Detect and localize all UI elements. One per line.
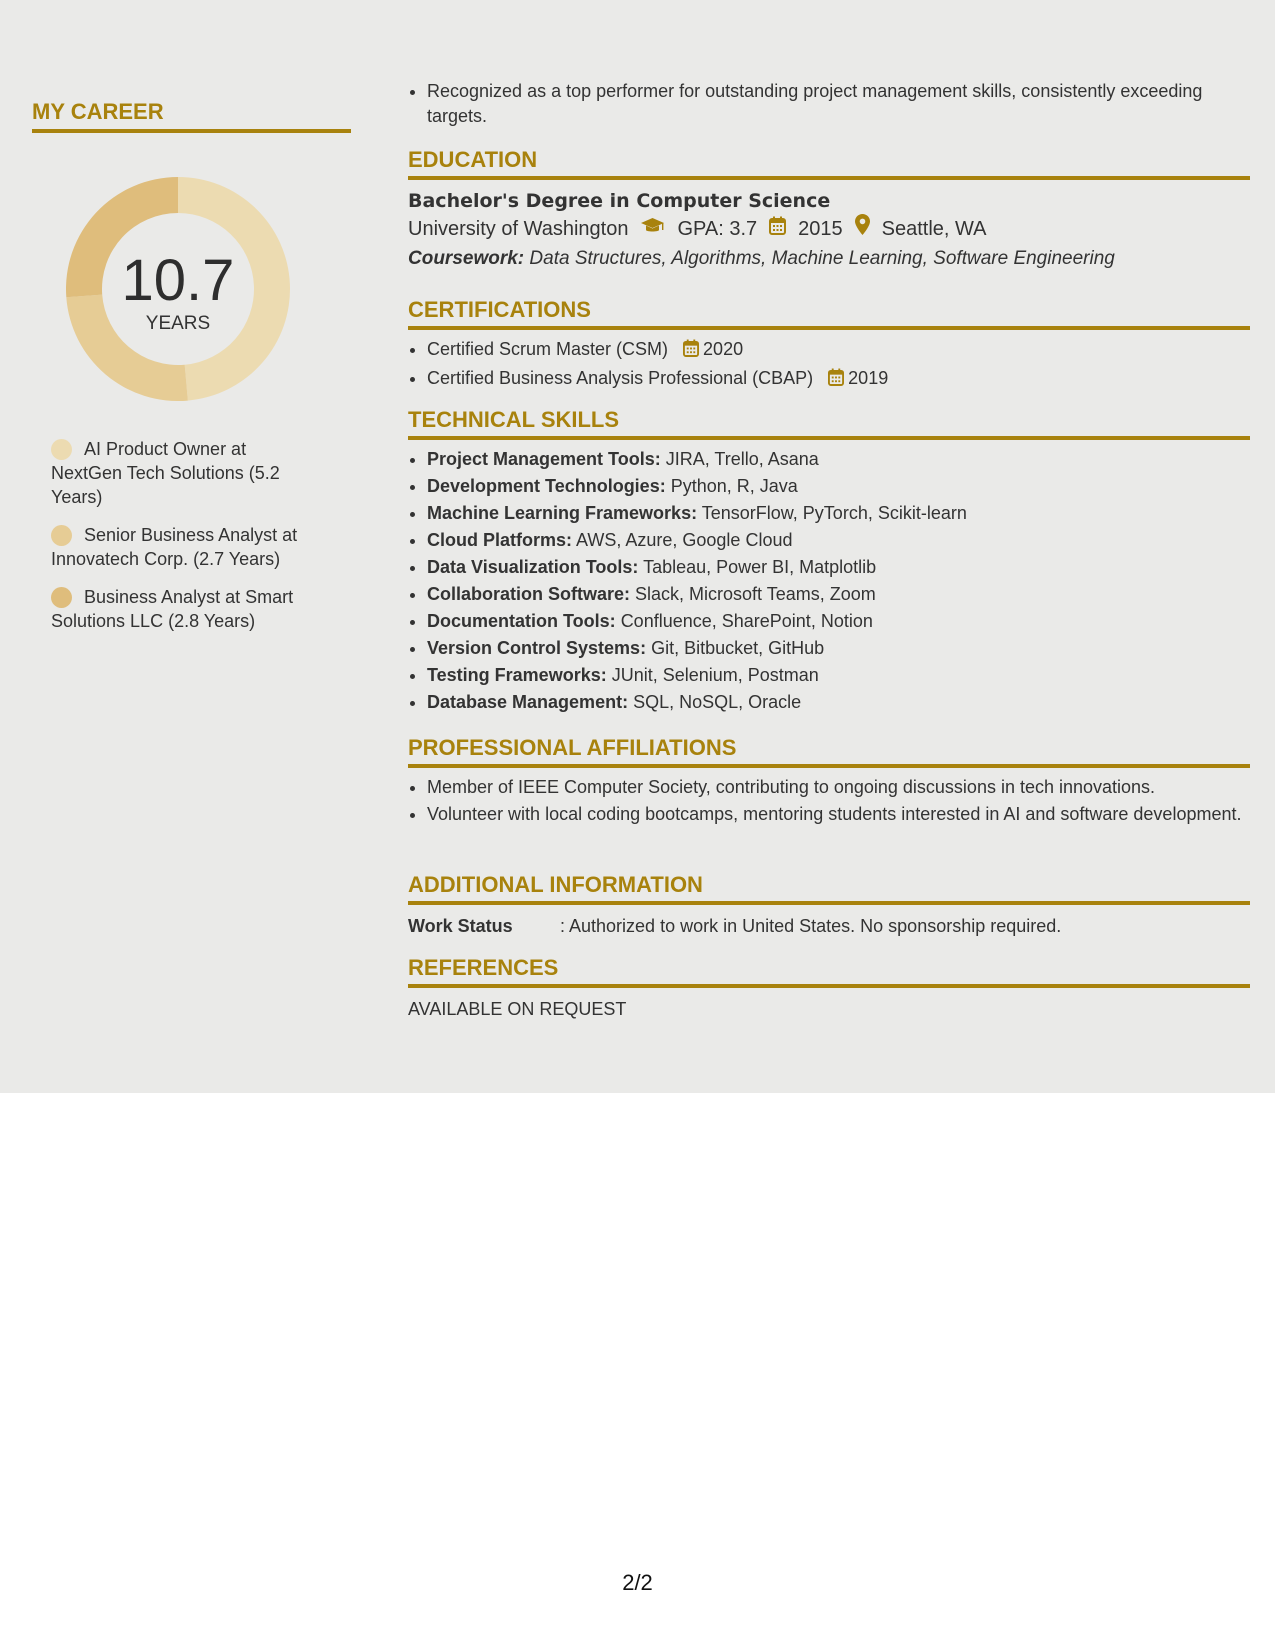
- skill-label: Cloud Platforms:: [427, 530, 573, 550]
- skill-value: AWS, Azure, Google Cloud: [576, 530, 793, 550]
- education-section: [408, 147, 1250, 274]
- skill-item: [427, 609, 1250, 634]
- career-donut-chart: [66, 177, 290, 401]
- references-section: [408, 955, 1250, 1022]
- graduation-year: 2015: [798, 218, 843, 240]
- technical-skills-title: TECHNICAL SKILLS: [408, 407, 1250, 440]
- legend-item: [51, 585, 321, 633]
- skill-label: Database Management:: [427, 692, 629, 712]
- additional-info-section: [408, 872, 1250, 939]
- work-status-label: Work Status: [408, 916, 513, 936]
- calendar-icon: [769, 214, 786, 244]
- degree-name: Bachelor's Degree in Computer Science: [408, 190, 831, 212]
- certifications-section: [408, 297, 1250, 395]
- certification-item: [427, 366, 1250, 393]
- certifications-title: CERTIFICATIONS: [408, 297, 1250, 330]
- skill-item: [427, 474, 1250, 499]
- affiliations-title: PROFESSIONAL AFFILIATIONS: [408, 735, 1250, 768]
- coursework-list: Data Structures, Algorithms, Machine Learning, Software Engineering: [529, 248, 1115, 269]
- skill-value: Python, R, Java: [670, 476, 798, 496]
- certification-year: 2019: [848, 368, 889, 388]
- skill-label: Project Management Tools:: [427, 449, 661, 469]
- calendar-icon: [828, 368, 844, 393]
- skill-label: Testing Frameworks:: [427, 665, 607, 685]
- school-name: University of Washington: [408, 218, 629, 240]
- skill-item: [427, 663, 1250, 688]
- skill-value: JIRA, Trello, Asana: [665, 449, 819, 469]
- education-title: EDUCATION: [408, 147, 1250, 180]
- certification-name: Certified Business Analysis Professional (CBAP): [427, 368, 814, 388]
- additional-info-title: ADDITIONAL INFORMATION: [408, 872, 1250, 905]
- gpa: GPA: 3.7: [677, 218, 758, 240]
- legend-item: [51, 437, 321, 509]
- references-text: AVAILABLE ON REQUEST: [408, 999, 627, 1019]
- skills-list: [408, 447, 1250, 715]
- legend-dot: [51, 525, 72, 546]
- donut-total-value: 10.7: [121, 248, 235, 313]
- skill-item: [427, 501, 1250, 526]
- certification-item: [427, 337, 1250, 364]
- education-details: [408, 214, 1250, 244]
- skill-label: Machine Learning Frameworks:: [427, 503, 698, 523]
- legend-label: Business Analyst at Smart Solutions LLC (2.8 Years): [51, 587, 294, 631]
- skill-value: JUnit, Selenium, Postman: [611, 665, 819, 685]
- skill-label: Data Visualization Tools:: [427, 557, 639, 577]
- certification-year: 2020: [703, 339, 744, 359]
- legend-label: Senior Business Analyst at Innovatech Corp. (2.7 Years): [51, 525, 298, 569]
- page-number: 2/2: [622, 1570, 653, 1595]
- skill-value: Confluence, SharePoint, Notion: [620, 611, 873, 631]
- career-legend: [51, 437, 321, 647]
- legend-label: AI Product Owner at NextGen Tech Solutions (5.2 Years): [51, 439, 280, 507]
- skill-value: Slack, Microsoft Teams, Zoom: [635, 584, 876, 604]
- location-pin-icon: [855, 214, 870, 244]
- work-status-row: [408, 913, 1250, 939]
- coursework-label: Coursework:: [408, 248, 525, 269]
- skill-item: [427, 636, 1250, 661]
- skill-value: Tableau, Power BI, Matplotlib: [643, 557, 877, 577]
- coursework: [408, 244, 1250, 274]
- skill-item: [427, 555, 1250, 580]
- certification-name: Certified Scrum Master (CSM): [427, 339, 669, 359]
- experience-bullet: • Recognized as a top performer for outstanding project management skills, consistently exceeding targets.: [427, 79, 1250, 129]
- calendar-icon: [683, 339, 699, 364]
- skill-item: [427, 690, 1250, 715]
- skill-value: TensorFlow, PyTorch, Scikit-learn: [701, 503, 967, 523]
- skill-item: [427, 447, 1250, 472]
- affiliation-item: • Member of IEEE Computer Society, contributing to ongoing discussions in tech innovations.: [427, 775, 1250, 800]
- skill-value: Git, Bitbucket, GitHub: [651, 638, 825, 658]
- skill-item: [427, 528, 1250, 553]
- experience-continued: [408, 79, 1250, 131]
- skill-item: [427, 582, 1250, 607]
- legend-dot: [51, 587, 72, 608]
- references-title: REFERENCES: [408, 955, 1250, 988]
- skill-label: Documentation Tools:: [427, 611, 616, 631]
- affiliation-item: • Volunteer with local coding bootcamps, mentoring students interested in AI and software development.: [427, 802, 1250, 827]
- skill-label: Development Technologies:: [427, 476, 666, 496]
- technical-skills-section: [408, 407, 1250, 717]
- skill-value: SQL, NoSQL, Oracle: [633, 692, 802, 712]
- career-section-title: MY CAREER: [32, 99, 351, 133]
- skill-label: Collaboration Software:: [427, 584, 631, 604]
- work-status-value: : Authorized to work in United States. No sponsorship required.: [560, 916, 1062, 936]
- legend-item: [51, 523, 321, 571]
- legend-dot: [51, 439, 72, 460]
- graduation-cap-icon: [640, 214, 665, 244]
- donut-total-unit: YEARS: [145, 313, 211, 334]
- school-location: Seattle, WA: [881, 218, 987, 240]
- skill-label: Version Control Systems:: [427, 638, 647, 658]
- affiliations-section: [408, 735, 1250, 829]
